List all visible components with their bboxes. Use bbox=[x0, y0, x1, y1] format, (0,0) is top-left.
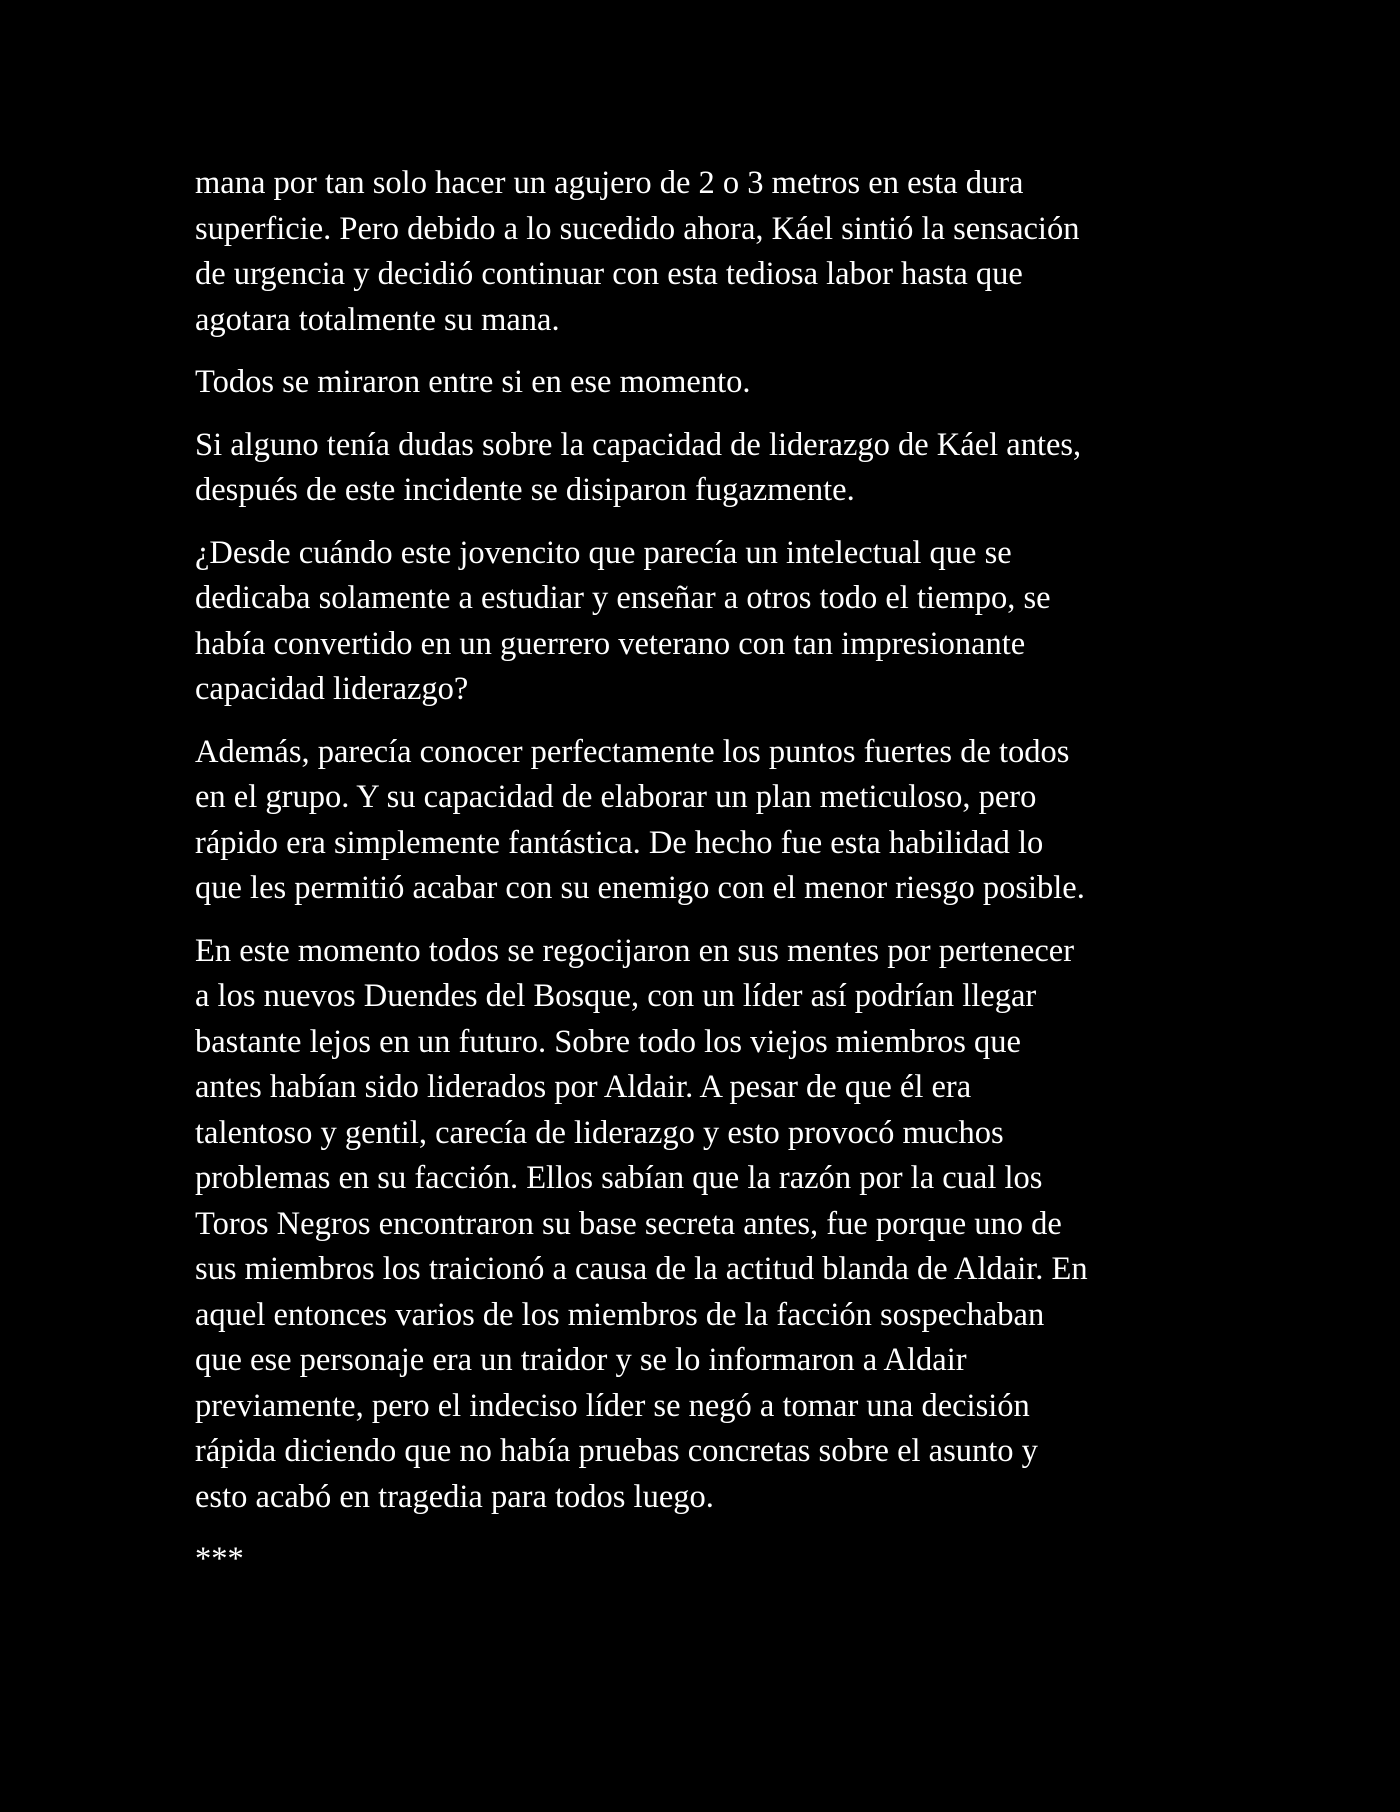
text-line: Todos se miraron entre si en ese momento. bbox=[195, 364, 751, 400]
text-line: ¿Desde cuándo este jovencito que parecía un intelectual que se bbox=[195, 534, 1012, 571]
scene-separator: *** bbox=[195, 1541, 244, 1577]
text-line: Además, parecía conocer perfectamente los puntos fuertes de todos bbox=[195, 733, 1070, 770]
paragraph bbox=[195, 423, 1215, 514]
text-line: que les permitió acabar con su enemigo con el menor riesgo posible. bbox=[195, 870, 1085, 906]
text-line: sus miembros los traicionó a causa de la actitud blanda de Aldair. En bbox=[195, 1251, 1088, 1287]
text-line: que ese personaje era un traidor y se lo informaron a Aldair bbox=[195, 1342, 967, 1378]
paragraph bbox=[195, 161, 1215, 343]
text-line: a los nuevos Duendes del Bosque, con un líder así podrían llegar bbox=[195, 978, 1037, 1014]
paragraph bbox=[195, 929, 1215, 1521]
text-line: Si alguno tenía dudas sobre la capacidad de liderazgo de Káel antes, bbox=[195, 426, 1082, 463]
text-line: antes habían sido liderados por Aldair. A pesar de que él era bbox=[195, 1069, 972, 1105]
paragraph bbox=[195, 730, 1215, 912]
text-line: de urgencia y decidió continuar con esta tediosa labor hasta que bbox=[195, 256, 1023, 292]
text-line: capacidad liderazgo? bbox=[195, 671, 469, 707]
text-line: había convertido en un guerrero veterano con tan impresionante bbox=[195, 625, 1026, 662]
text-line: mana por tan solo hacer un agujero de 2 o 3 metros en esta dura bbox=[195, 165, 1024, 201]
paragraph bbox=[195, 360, 1215, 406]
text-line: después de este incidente se disiparon fugazmente. bbox=[195, 472, 855, 508]
paragraph bbox=[195, 531, 1215, 713]
text-column bbox=[195, 161, 1215, 1583]
text-line: agotara totalmente su mana. bbox=[195, 301, 560, 338]
text-line: aquel entonces varios de los miembros de la facción sospechaban bbox=[195, 1296, 1045, 1333]
text-line: rápida diciendo que no había pruebas concretas sobre el asunto y bbox=[195, 1433, 1038, 1469]
text-line: en el grupo. Y su capacidad de elaborar un plan meticuloso, pero bbox=[195, 779, 1037, 815]
text-line: bastante lejos en un futuro. Sobre todo los viejos miembros que bbox=[195, 1023, 1021, 1060]
text-line: talentoso y gentil, carecía de liderazgo y esto provocó muchos bbox=[195, 1114, 1004, 1151]
text-line: superficie. Pero debido a lo sucedido ahora, Káel sintió la sensación bbox=[195, 210, 1080, 247]
text-line: En este momento todos se regocijaron en sus mentes por pertenecer bbox=[195, 932, 1075, 969]
text-line: esto acabó en tragedia para todos luego. bbox=[195, 1478, 714, 1515]
text-line: dedicaba solamente a estudiar y enseñar a otros todo el tiempo, se bbox=[195, 580, 1051, 616]
text-line: problemas en su facción. Ellos sabían que la razón por la cual los bbox=[195, 1160, 1043, 1196]
text-line: previamente, pero el indeciso líder se negó a tomar una decisión bbox=[195, 1387, 1030, 1424]
text-line: rápido era simplemente fantástica. De hecho fue esta habilidad lo bbox=[195, 824, 1044, 861]
text-line: Toros Negros encontraron su base secreta antes, fue porque uno de bbox=[195, 1205, 1062, 1242]
